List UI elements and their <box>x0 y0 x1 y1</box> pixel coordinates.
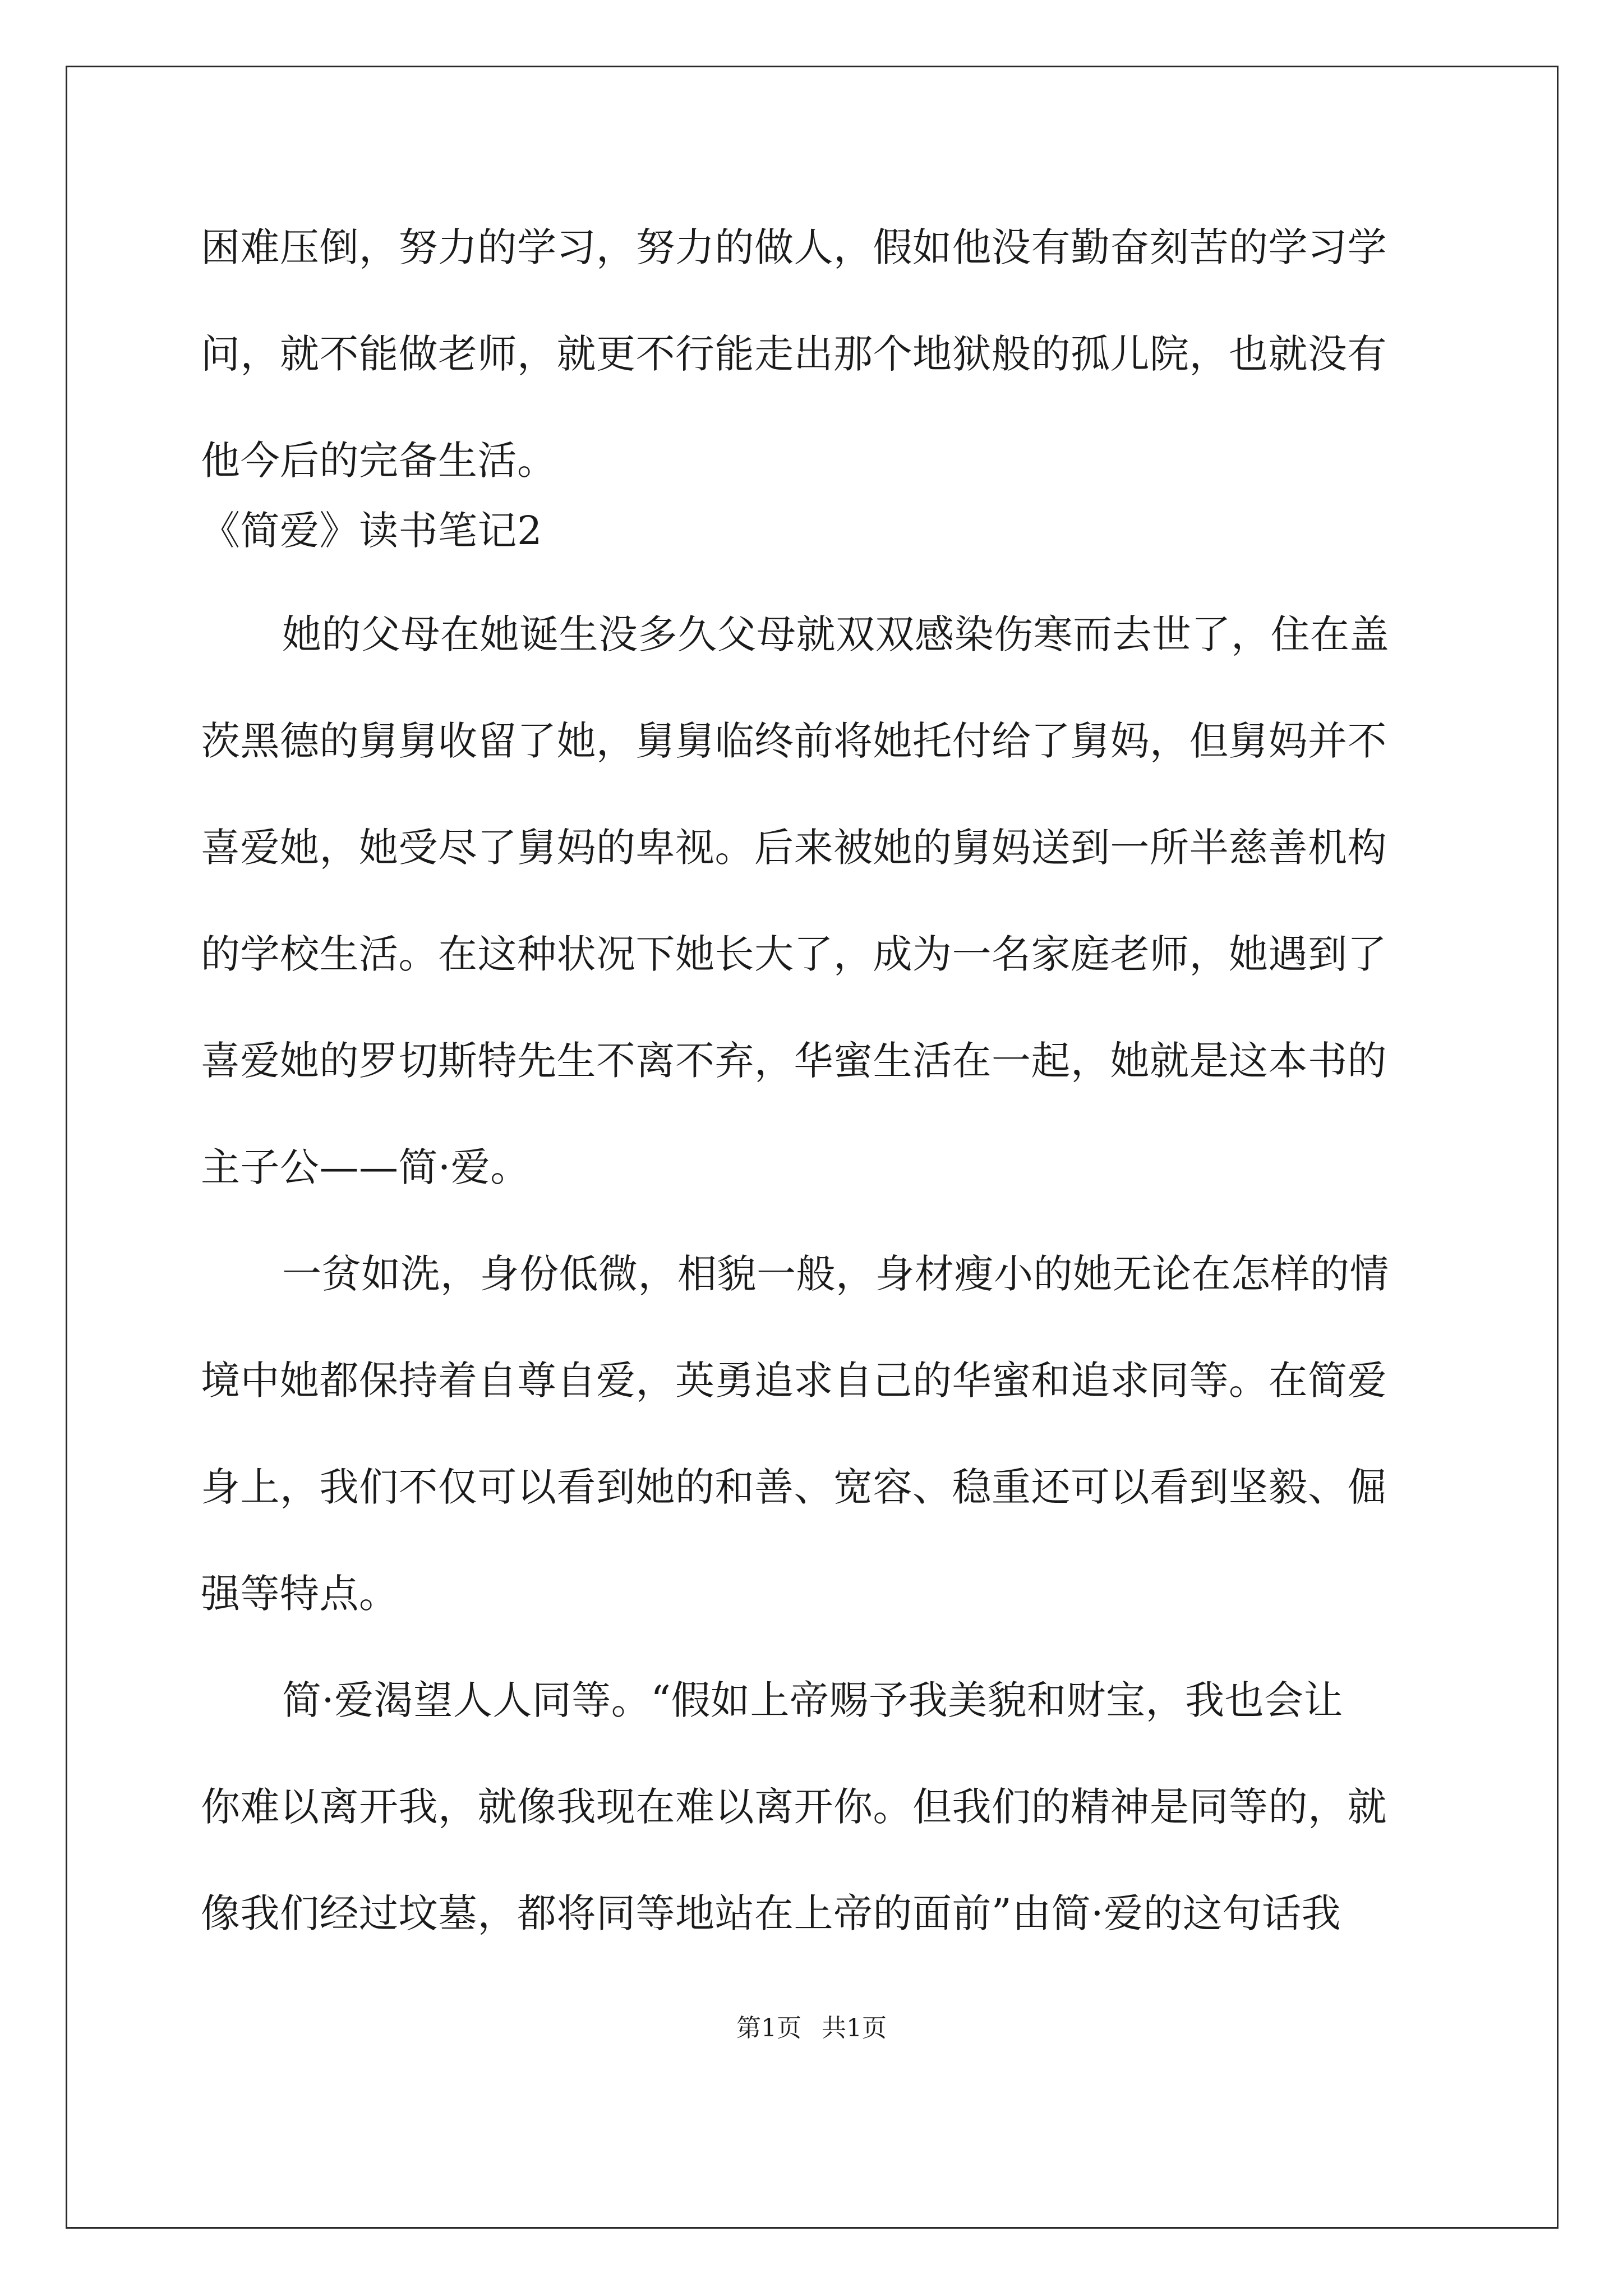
text-line: 问，就不能做老师，就更不行能走出那个地狱般的孤儿院，也就没有 <box>201 331 1387 377</box>
text-line: 喜爱她，她受尽了舅妈的卑视。后来被她的舅妈送到一所半慈善机构 <box>201 825 1387 871</box>
text-line: 你难以离开我，就像我现在难以离开你。但我们的精神是同等的，就 <box>201 1784 1387 1830</box>
text-line: 境中她都保持着自尊自爱，英勇追求自己的华蜜和追求同等。在简爱 <box>201 1358 1387 1404</box>
page-footer <box>0 2012 1623 2045</box>
text-line: 的学校生活。在这种状况下她长大了，成为一名家庭老师，她遇到了 <box>201 931 1387 977</box>
text-line: 主子公——简·爱。 <box>201 1144 530 1190</box>
text-line: 强等特点。 <box>201 1571 399 1617</box>
page-number: 第1页 <box>736 2014 801 2042</box>
paragraph-first-line: 一贫如洗，身份低微，相貌一般，身材瘦小的她无论在怎样的情 <box>282 1251 1389 1297</box>
text-line: 茨黑德的舅舅收留了她，舅舅临终前将她托付给了舅妈，但舅妈并不 <box>201 718 1387 764</box>
text-line: 喜爱她的罗切斯特先生不离不弃，华蜜生活在一起，她就是这本书的 <box>201 1038 1387 1084</box>
text-line: 他今后的完备生活。 <box>201 438 557 484</box>
text-line: 身上，我们不仅可以看到她的和善、宽容、稳重还可以看到坚毅、倔 <box>201 1464 1387 1510</box>
section-heading: 《简爱》读书笔记2 <box>201 508 543 554</box>
text-line: 像我们经过坟墓，都将同等地站在上帝的面前”由简·爱的这句话我 <box>201 1890 1341 1936</box>
text-line: 困难压倒，努力的学习，努力的做人，假如他没有勤奋刻苦的学习学 <box>201 224 1387 270</box>
paragraph-first-line: 简·爱渴望人人同等。“假如上帝赐予我美貌和财宝，我也会让 <box>282 1677 1344 1723</box>
paragraph-first-line: 她的父母在她诞生没多久父母就双双感染伤寒而去世了，住在盖 <box>282 611 1389 657</box>
page-total: 共1页 <box>822 2014 887 2042</box>
